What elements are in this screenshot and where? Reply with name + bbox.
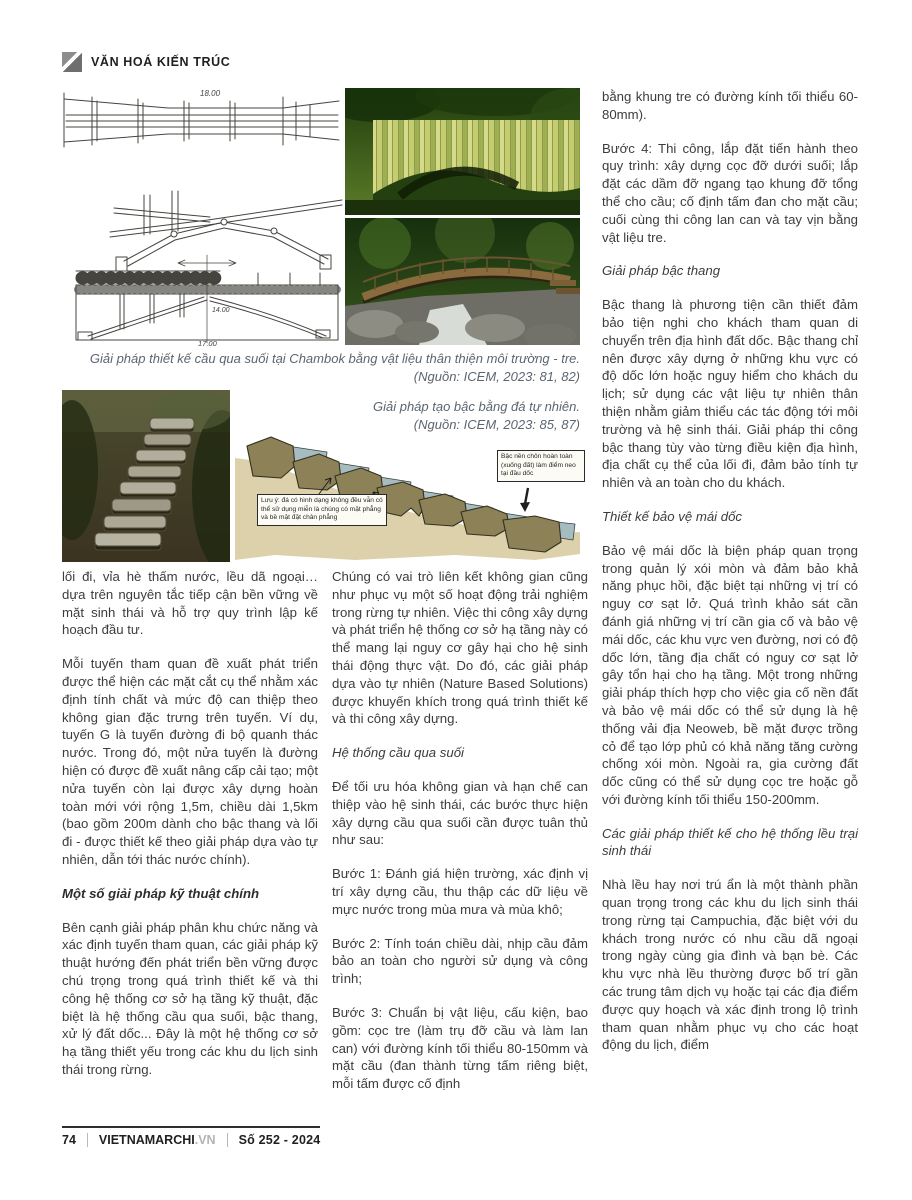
text-column-1	[62, 568, 318, 1095]
subsection-heading: Một số giải pháp kỹ thuật chính	[62, 885, 260, 901]
brand-suffix: .VN	[194, 1133, 216, 1147]
caption-line: (Nguồn: ICEM, 2023: 85, 87)	[413, 417, 580, 432]
stone-steps-diagram	[235, 432, 580, 567]
paragraph: Nhà lều hay nơi trú ẩn là một thành phần quan trọng trong các khu du lịch sinh thái trong rừng tại Campuchia, đặc biệt với du khách trong nước có nhu cầu dã ngoại trong ngày cùng gia đình và bạn bè. Các khu vực nhà lều thường được bố trí gần các trung tâm dịch vụ hoặc tại các địa điểm được quy hoạch và xác định trong lộ trình tham quan nhằm phục vụ cho các hoạt động du lịch, điểm	[602, 877, 858, 1053]
bridge-sketches-figure	[58, 85, 345, 352]
section-label: VĂN HOÁ KIẾN TRÚC	[91, 55, 231, 69]
magazine-brand	[99, 1133, 216, 1147]
paragraph: Bước 4: Thi công, lắp đặt tiến hành theo quy trình: xây dựng cọc đỡ dưới suối; lắp đặt các dầm đỡ ngang tạo khung đỡ tổng thể cho cầu; cố định tấm đan cho mặt cầu; cuối cùng thi công lan can và tay vịn bằng vật liệu tre.	[602, 140, 858, 245]
steps-figure-caption	[330, 398, 580, 434]
paragraph: Chúng có vai trò liên kết không gian cũng như phục vụ một số hoạt động trải nghiệm trong rừng tự nhiên. Việc thi công xây dựng và phát triển hệ thống cơ sở hạ tầng này có thể mang lại nguy cơ gây hại cho hệ sinh thái động thực vật. Do đó, các giải pháp dựa vào tự nhiên (Nature Based Solutions) được khuyến khích trong quá trình thiết kế và thi công xây dựng.	[332, 569, 588, 727]
footer-divider	[227, 1133, 228, 1147]
page-footer	[62, 1126, 320, 1147]
sketch-dim-label: 17.00	[198, 339, 217, 347]
paragraph: Bước 3: Chuẩn bị vật liệu, cấu kiện, bao gồm: cọc tre (làm trụ đỡ cầu và làm lan can) với đường kính tối thiểu 80-150mm và mặt cầu (đan thành từng tấm riêng biệt, mỗi tấm được cố định	[332, 1004, 588, 1092]
bamboo-bridge-photo	[345, 218, 580, 350]
paragraph: lối đi, vỉa hè thấm nước, lều dã ngoại… dựa trên nguyên tắc tiếp cận bền vững về mặt sinh thái và hỗ trợ quy trình lập kế hoạch đầu tư.	[62, 569, 318, 638]
paragraph: Bước 2: Tính toán chiều dài, nhịp cầu đảm bảo an toàn cho người sử dụng và công trình;	[332, 935, 588, 987]
caption-line: Giải pháp thiết kế cầu qua suối tại Chambok bằng vật liệu thân thiện môi trường - tre.	[89, 351, 580, 366]
bridge-sketch-drawing	[58, 85, 345, 347]
subsection-heading: Hệ thống cầu qua suối	[332, 745, 464, 761]
subsection-heading: Giải pháp bậc thang	[602, 263, 721, 279]
footer-divider	[87, 1133, 88, 1147]
issue-number: Số 252 - 2024	[238, 1133, 321, 1147]
sketch-dim-label: 14.00	[212, 307, 230, 314]
text-column-3	[602, 88, 858, 1070]
bamboo-wall-photo	[345, 88, 580, 220]
diagram-note-left: Lưu ý: đá có hình dạng không đều vẫn có thể sử dụng miễn là chúng có mặt phẳng và bề mặt đặt chân phẳng	[257, 494, 387, 526]
sketch-dim-label: 18.00	[200, 89, 221, 98]
bridge-figure-caption	[62, 350, 580, 386]
paragraph: bằng khung tre có đường kính tối thiểu 60-80mm).	[602, 89, 858, 122]
text-column-2	[332, 568, 588, 1109]
page-number: 74	[62, 1133, 76, 1147]
page-header	[62, 52, 230, 72]
brand-name: VIETNAMARCHI	[98, 1133, 195, 1147]
paragraph: Bên cạnh giải pháp phân khu chức năng và xác định tuyến tham quan, các giải pháp kỹ thuật hướng đến phát triển bền vững được chú trọng trong quá trình thiết kế và thi công hệ thống cơ sở hạ tầng kỹ thuật, đặc biệt là hệ thống cầu qua suối, bậc thang, xử lý đất dốc... Đây là một hệ thống cơ sở hạ tầng thiết yếu trong các khu du lịch sinh thái trong rừng.	[62, 919, 318, 1077]
paragraph: Bậc thang là phương tiện cần thiết đảm bảo tiện nghi cho khách tham quan di chuyển trên địa hình đất dốc. Bậc thang chỉ nên được xây dựng ở những khu vực có độ dốc lớn hoặc nguy hiểm cho khách du lịch; sử dụng các vật liệu tự nhiên thân thiện nhằm giảm thiểu các tác động tới môi trường và hệ sinh thái. Giải pháp thi công bậc thang tùy vào từng điều kiện địa hình, địa chất cụ thể của lối đi, đảm bảo tính tự nhiên và an toàn cho du khách.	[602, 297, 858, 491]
magazine-logo-icon	[62, 52, 82, 72]
caption-line: (Nguồn: ICEM, 2023: 81, 82)	[413, 369, 580, 384]
paragraph: Bảo vệ mái dốc là biện pháp quan trọng trong quản lý xói mòn và đảm bảo khả năng phục hồi, đặc biệt tại những vị trí có nguy cơ sạt lở. Quá trình khảo sát cần đánh giá những vị trí cần gia cố và bảo vệ mái dốc, các khu vực ven đường, nơi có độ dốc lớn, tầng địa chất có nguy cơ sạt lở gây tổn hại cho hạ tầng. Một trong những giải pháp thích hợp cho việc gia cố nền đất và bảo vệ mái dốc có thể sử dụng là hệ thống vải địa Neoweb, bề mặt được trồng cỏ để tạo lớp phủ có khả năng tăng cường chống xói mòn. Ngoài ra, gia cường đất dốc cũng có thể sử dụng cọc tre hoặc gỗ với đường kính tối thiểu 150-200mm.	[602, 542, 858, 807]
subsection-heading: Thiết kế bảo vệ mái dốc	[602, 508, 743, 524]
paragraph: Để tối ưu hóa không gian và hạn chế can thiệp vào hệ sinh thái, các bước thực hiện xây dựng cầu qua suối cần được tuân thủ như sau:	[332, 778, 588, 848]
diagram-note-right: Bậc nền chôn hoàn toàn (xuống đất) làm điểm neo tại đầu dốc	[497, 450, 585, 482]
subsection-heading: Các giải pháp thiết kế cho hệ thống lều trại sinh thái	[602, 825, 858, 859]
caption-line: Giải pháp tạo bậc bằng đá tự nhiên.	[372, 399, 580, 414]
stone-steps-photo	[62, 390, 230, 567]
paragraph: Bước 1: Đánh giá hiện trường, xác định vị trí xây dựng cầu, thu thập các dữ liệu về mực nước trong mùa mưa và mùa khô;	[332, 866, 588, 917]
paragraph: Mỗi tuyến tham quan đề xuất phát triển được thể hiện các mặt cắt cụ thể nhằm xác định tính chất và mức độ can thiệp theo không gian đặc trưng trên tuyến. Ví dụ, tuyến G là tuyến đường đi bộ quanh thác nước. Trong đó, một nửa tuyến là đường hiện có được đề xuất nâng cấp cải tạo; một nửa tuyến còn lại được xây dựng hoàn toàn mới với rộng 1,5m, chiều dài 1,5km (bao gồm 200m dành cho bậc thang và lối đi - được thiết kế theo giải pháp dựa vào tự nhiên, dẫn tới thác nước chính).	[62, 656, 318, 867]
